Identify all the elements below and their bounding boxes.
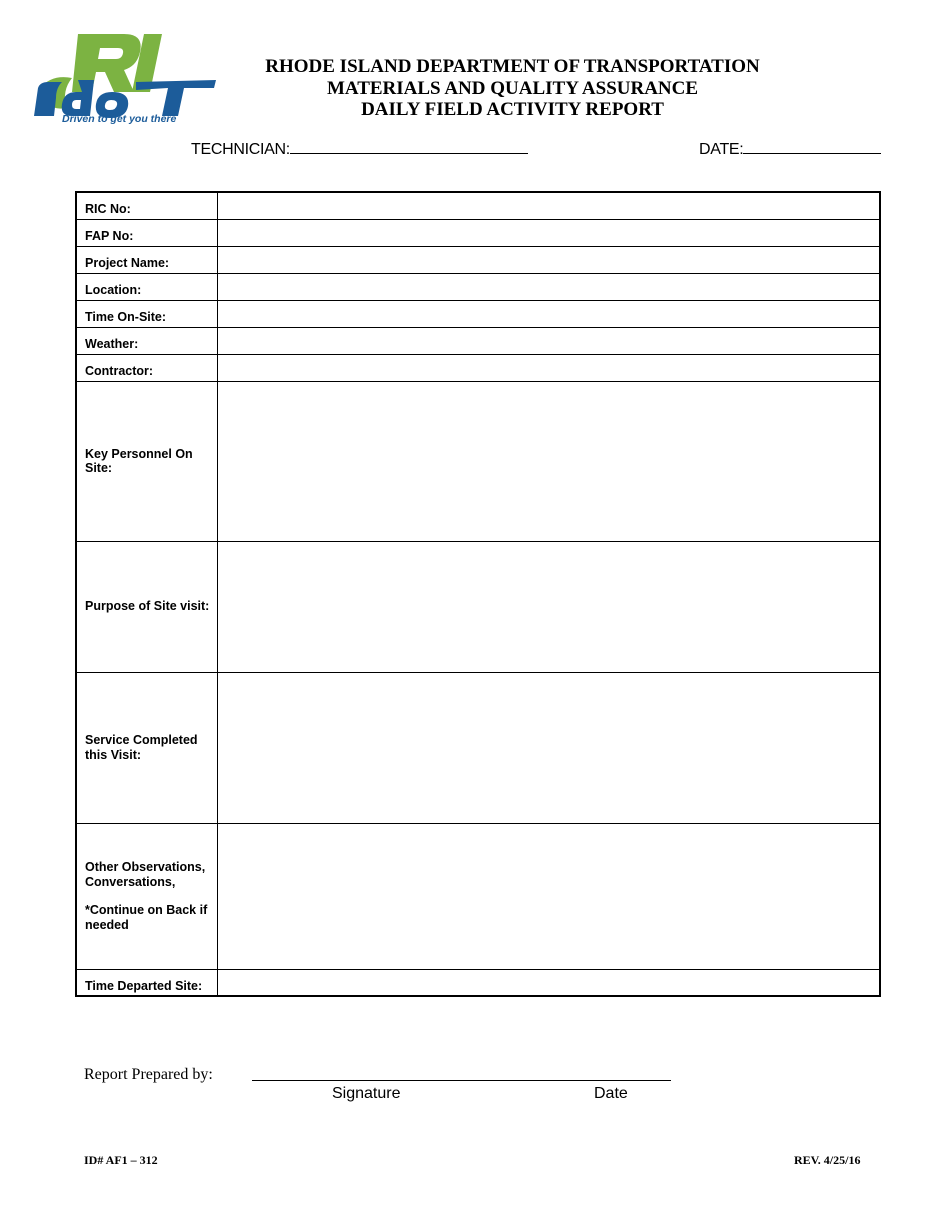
form-row bbox=[76, 381, 880, 541]
form-row bbox=[76, 823, 880, 969]
header-division: MATERIALS AND QUALITY ASSURANCE bbox=[326, 77, 699, 99]
location-field[interactable] bbox=[218, 273, 881, 300]
signature-caption: Signature bbox=[332, 1085, 401, 1102]
date-label: DATE: bbox=[699, 141, 744, 158]
purpose-label: Purpose of Site visit: bbox=[76, 541, 218, 672]
date-input-line[interactable] bbox=[743, 139, 881, 154]
field-activity-form bbox=[75, 191, 881, 997]
ric-no-field[interactable] bbox=[218, 192, 881, 219]
date-field bbox=[699, 139, 881, 159]
form-row bbox=[76, 300, 880, 327]
contractor-label: Contractor: bbox=[76, 354, 218, 381]
signature-line[interactable] bbox=[252, 1080, 671, 1081]
time-on-site-label: Time On-Site: bbox=[76, 300, 218, 327]
technician-field bbox=[191, 139, 528, 159]
time-departed-label: Time Departed Site: bbox=[76, 969, 218, 996]
weather-label: Weather: bbox=[76, 327, 218, 354]
project-name-label: Project Name: bbox=[76, 246, 218, 273]
contractor-field[interactable] bbox=[218, 354, 881, 381]
ric-no-label: RIC No: bbox=[76, 192, 218, 219]
report-prepared-by-label: Report Prepared by: bbox=[84, 1066, 213, 1083]
fap-no-label: FAP No: bbox=[76, 219, 218, 246]
revision-date: REV. 4/25/16 bbox=[794, 1153, 861, 1167]
location-label: Location: bbox=[76, 273, 218, 300]
other-observations-label: Other Observations, Conversations, bbox=[85, 860, 206, 889]
key-personnel-label: Key Personnel On Site: bbox=[76, 381, 218, 541]
signature-date-caption: Date bbox=[594, 1085, 628, 1102]
report-header bbox=[230, 56, 795, 121]
form-row bbox=[76, 969, 880, 996]
key-personnel-field[interactable] bbox=[218, 381, 881, 541]
form-row bbox=[76, 541, 880, 672]
form-id: ID# AF1 – 312 bbox=[84, 1153, 158, 1167]
continue-on-back-note: *Continue on Back if needed bbox=[85, 903, 208, 932]
form-row bbox=[76, 246, 880, 273]
form-row bbox=[76, 327, 880, 354]
form-row bbox=[76, 273, 880, 300]
header-department: RHODE ISLAND DEPARTMENT OF TRANSPORTATION bbox=[265, 56, 760, 77]
form-row bbox=[76, 672, 880, 823]
form-row bbox=[76, 219, 880, 246]
form-row bbox=[76, 354, 880, 381]
header-report-title: DAILY FIELD ACTIVITY REPORT bbox=[361, 99, 664, 120]
time-on-site-field[interactable] bbox=[218, 300, 881, 327]
service-completed-field[interactable] bbox=[218, 672, 881, 823]
fap-no-field[interactable] bbox=[218, 219, 881, 246]
other-observations-cell bbox=[76, 823, 218, 969]
other-observations-field[interactable] bbox=[218, 823, 881, 969]
form-row bbox=[76, 192, 880, 219]
time-departed-field[interactable] bbox=[218, 969, 881, 996]
project-name-field[interactable] bbox=[218, 246, 881, 273]
weather-field[interactable] bbox=[218, 327, 881, 354]
ridot-logo bbox=[32, 30, 220, 126]
technician-label: TECHNICIAN: bbox=[191, 141, 290, 158]
logo-tagline: Driven to get you there bbox=[62, 113, 177, 125]
technician-input-line[interactable] bbox=[290, 139, 528, 154]
service-completed-label: Service Completed this Visit: bbox=[76, 672, 218, 823]
purpose-field[interactable] bbox=[218, 541, 881, 672]
